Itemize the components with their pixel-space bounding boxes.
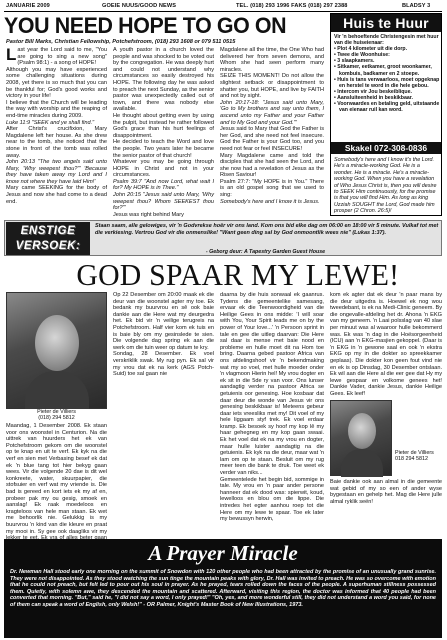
paragraph: ast year the Lord said to me, "You are going to sing a new song" (Psalm 98:1) - a song of HOPE! (17, 47, 107, 67)
article1-title: YOU NEED HOPE TO GO ON (4, 13, 287, 38)
article2-closing (330, 479, 442, 505)
house-rent-phone: Skakel 072-308-0836 (331, 142, 441, 154)
paragraph: Jesus said to Mary that God the Father is her God, and she need not feel insecure. God the Father is your God too, and you need not fear or feel INSECURE! (220, 126, 324, 152)
article1-column-1 (6, 47, 107, 205)
portrait-photo-2 (330, 400, 392, 476)
paragraph: Whatever you may be going through HOPE in Christ and not in your circumstances. (113, 159, 214, 179)
list-item: • Voorwaardes en betaling geld, uitstaande van eienaar ruil kan word. (334, 101, 440, 114)
paragraph: Sondag, 28 Desember. Ek voel verskriklik swak. My rug pyn. Ek sal vir my vrou dat ek na kerk (AGS Potch-Suid) toe sal gaan nie (113, 351, 214, 378)
paragraph: Gemeentelede het begin bid, sommige in tale. My vrou en 'n paar ander persone hanneer dat ek dood was: spierwit, koud, lewelloos en blou om die lippe. Die intredes het egter aanhou roep tot die Here om my lewe te spaar. Toe ek later my bewussyn herwin, (220, 476, 324, 523)
house-rent-title: Huis te Huur (331, 14, 441, 32)
list-item: • Plot 4 kilometer uit die dorp. (334, 46, 408, 53)
paragraph: kom ek agter dat ek deur 'n paar mans by die deur uitgedra is. Hoewel ek nog wou tweedebant, is ek na Medi-Clinic geneem. By die ongevalle-afdeling het dr. Ahona 'n EKG van my geneem. 'n Laai polsslag van 40 slae per minuut was al waaroor hulle bekommerd was. Ek was 'n dag in die Hoësorgeenheid (ICU) aan 'n EKG-masjien gekoppel. (Daar is 'n EKG in 'n gewone saal en ook 'n ekstra EKG op my in die dokter so spreekkamer geplaas). Die dokter kon geen fout vind nie en ek is op Dinsdag, 30 Desember ontslaan. Ek wil aan die Here al die eer gee dat Hy my lewe gespaar en volkome genees het! Dankie Vader, dankie Jesus, dankie Heilige Gees. Ek leef! (330, 292, 442, 397)
urgent-request-credit: - Geborg deur: A Tapestry Garden Guest House (205, 249, 326, 255)
paragraph: Op 22 Desember om 20:00 maak ek die deur van die woonstel agter my toe. Ek bedank my buurvrou en sê ook baie dankie aan die Here wat my deurgedra het. Ek bid vir 'n veilige terugreis na Potchefstroom. Half vier kom ek tuis en is baie bly om my gesinslede te sien. Die volgende dag spring ek aan die werk om die tuin weer op datum te kry. (113, 292, 214, 351)
house-rent-intro: Vir 'n behoeftende Christengesin met huur van die huiseienaar: (334, 34, 439, 47)
paragraph: Mary came SEEKING for the body of Jesus and now she had come to a dead end. (6, 185, 107, 205)
portrait-photo (6, 292, 107, 409)
paragraph: Maandag, 1 Desember 2008. Ek staan voor ons woonstel in Centurion. Na die uittrek van huurders het ek van Potchefstroom gekom om die woonstel op te knap en uit te verf. Ek kyk na die verf en sien met Verbasing besef ek dat ek 'n blue tang tot hier bekyg gaan wees. Vir die volgende 20 dae is dit wel konkreete, water, skuurpapier, die stofsuier en verf wat my vriende is. Die bad is gereed en kort iets ek my af en, probeer pak my ou gesig, smoek en aanslag! Ek raak moedeloos en kragteloos van hele man staan. Ek wet me behoorlik nie. Gelukkig is my buurvrou 'n kind van die kleure en praat my mooi in. Sy gee ook daagliks vir my (6, 423, 107, 535)
prayer-miracle-box (4, 539, 442, 638)
paragraph: John 20:13 "The two angels said unto Mary, 'Why weepest thou?'" 'Because they have taken away my Lord and I know not where they have laid Him!' (6, 159, 107, 185)
house-rent-ad (330, 13, 442, 216)
paragraph: SEIZE THIS MOMENT! Do not allow the slightest setback or disappointment to shatter you, but HOPE, and live by FAITH and not by sight. (220, 73, 324, 100)
urgent-request-text: Staan saam, alle gelowiges, vir 'n Godvrekse hoër vir ons land. Kom ons bid elke dag om 06:00 en 18:00 vir 5 minute. Vulkaf tot met die verkiesing. Vertrou God vir die onmenslike! "Want geen ding sal by God onmoontlik wees nie" (Lukas 1:37). (95, 223, 439, 236)
header-tel: TEL. (018) 293 1996 FAKS (018) 297 2388 (236, 3, 348, 9)
article2-column-2-top (113, 292, 214, 378)
list-item: • Sitkamer, eetkamer, groot woonkamer, kombuis, badkamer en 2 stoepe. (334, 64, 432, 77)
list-item: • Twee die Woonhuise: (334, 52, 390, 59)
paragraph: Mary Magdalene came and told the disciples that she had seen the Lord, and she now had a revelation of Jesus as the Risen Saviour! (220, 152, 324, 179)
paragraph: Psalm 39:7 "And now Lord, what wait I for? My HOPE is in Thee." (113, 178, 214, 192)
header-rule (4, 11, 442, 12)
house-rent-english-text: Somebody's here and I know it's the Lord. He's a miracle-working God. He is a wonder. He is a miracle. He's a miracle-working God. When you have a revelation of Who Jesus Christ is, then you will desire to SEEK Him continuously, for the promise is that you will find Him. As long as king Uzziah SOUGHT the Lord, God made him prosper (2 Chron. 26:5)! (334, 157, 437, 215)
paragraph: He thought about getting even by using the pulpit, but instead he rather followed God's grace than his hurt feelings of disappointment. (113, 112, 214, 139)
paragraph: He decided to teach the Word and love the people. Two years later he became the senior pastor of that church! (113, 139, 214, 159)
photo2-caption: Pieter de Villiers 018 294 5812 (395, 450, 434, 463)
drop-cap: L (6, 45, 17, 64)
header-page: BLADSY 3 (402, 3, 431, 9)
article1-column-2 (113, 47, 214, 218)
paragraph: Baie dankie ook aan almal in die gemeente wat gebid of my so een of ander wyse bygestaan en gehelp het. Mag die Here julle almal ryklik seën! (330, 479, 442, 505)
paragraph: I believe that the Church will be leading the way with worship and the reaping of end-time miracles during 2009. (6, 99, 107, 119)
face-shape (348, 413, 376, 449)
article1-byline: Pastor Bill Marks, Christian Fellowship, Potchefstroom, (018) 293 1608 or 079 511 0515 (6, 39, 236, 45)
shoulders-shape (341, 449, 383, 477)
article1-column-3 (220, 47, 324, 205)
urgent-request-logo: ENSTIGE VERSOEK: (6, 222, 90, 255)
photo1-caption: Pieter de Villiers (018) 294 5812 (37, 409, 76, 422)
urgent-request-banner (4, 220, 442, 256)
paragraph: Jesus was right behind Mary (113, 211, 184, 218)
paragraph: Although you may have experienced some challenging situations during 2008, yet there is so much that you can be thankful for; God's good works and victory in your life! (6, 66, 107, 100)
prayer-text: Dr. Newman Hall stood early one morning on the summit of Snowdon with 120 other people who had been attracted by the promise of an unusually grand sunrise. They were not disappointed. As they stood watching the sun tinge the mountain peaks with glory, Dr. Hall was invited to preach. He was so overcome with emotion that he could not preach, but felt led to pour out his soul in prayer. As he prayed, tears rolled down the faces of the people. A superhuman stillness possessed them. Quietly, with solemn awe, they descended the mountain and scattered. Afterward, visiting this region, the doctor was informed that 40 people had been converted that morning. "But," said he, "I did not say a word, I only prayed!" "Oh, yes, and more wonderful still, they did not understand a word you said, for none of them can speak a word of English, only Welsh!" - OR Palmer, Knight's Master Book of New Illustrations, 1973. (10, 569, 436, 608)
header-date: JANUARIE 2009 (6, 3, 50, 9)
paragraph: Magdalene all the time, the One Who had delivered her from seven demons, and Whom she had seen perform many miracles. (220, 47, 324, 73)
shoulders-shape (25, 371, 89, 409)
paragraph: Somebody's here and I know it is Jesus. (220, 198, 320, 205)
paragraph: A youth pastor in a church loved the people and was shocked to be voted out by the congregation. He was deeply hurt and could not understand why circumstances so easily destroyed his HOPE. The following day he was asked to preach the next Sunday, as the senior pastor was unexpectedly called out of town, and there was nobody else available. (113, 47, 214, 113)
paragraph: Luke 11:9 "SEEK and ye shall find." (6, 119, 95, 126)
article2-title: GOD SPAAR MY LEWE! (76, 257, 400, 292)
paragraph: daarna by die huis sonwaal ek gaanrus. Tydens die gemeentelike samesang, ervaar ek die Teenwoordigheid van die Heilige Gees in ons midde: 'I will soar with You, Your Spirit leads me on by the power of Your love...' 'n Persoon sprint in tale en gee die uitleg daarvan: Die Here sal daar is mense met baie nood en probleme en hulle moet dit na Hom toe bring. Daarna gebed pastoor Africa van ons afdelingshoof vir 'n bekendmaking wat my so voel, met hulle moeder onder 'n vlagmoon Hierin hel! My vrou dogter en ek sit in die 5de ry van voor. Ons lunser aandagtig verder na pastoor Africa se getuienis oor genesing. Hoe kosbaar dat daar deur die wonde van Jesus vir ons genesing beskikbaar is! Meteens gebeur daar iets vreesliks met my! Dit voel of my hele liggaam styf trek. Ek voel erdaar kramp. Ek besoek sy hoof my kop lê my haar gehegneg en my kop gaan swaai. Ek het voel dat ek na my vrou en dogter, maar hulle luister aandagtig na die getuienis. Ek kyk na die deur, maar wat 'n lam om op te staan. Besluit om my rug meer teen die bank te druk. Toe weet ek verder van niks... (220, 292, 324, 477)
list-item: • Intercom vir Jou beskeiblique. (334, 88, 412, 95)
paragraph: John 20:15 "Jesus said unto Mary, 'Why weepest thou? Whom SEEKEST thou for?'" (113, 192, 214, 212)
prayer-title: A Prayer Miracle (148, 541, 298, 565)
article2-column-4 (330, 292, 442, 398)
face-shape (35, 315, 79, 371)
list-item: • Aansluiteenheid in beskikbaar. (334, 94, 413, 101)
house-rent-body (334, 34, 440, 113)
article2-column-3 (220, 292, 324, 523)
list-item: • 3 slaapkamers. (334, 58, 375, 65)
list-item: • Huis is tans verwaarloos, moet opgeknap en herstel te word in die hele gebou. (334, 76, 440, 89)
header-paper: GOEIE NUUS/GOOD NEWS (102, 3, 177, 9)
paragraph: After Christ's crucifixion, Mary Magdalene left her house. As she drew near to the tomb, she noticed that the stone in front of the tomb was rolled away. (6, 126, 107, 159)
paragraph: Psalm 27:7: "My HOPE is in You." There is an old gospel song that we used to sing: (220, 178, 324, 199)
paragraph: John 20:17-18: "Jesus said unto Mary, 'Go to My brothers and say unto them, I ascend unto my Father and your Father and to My God and your God.'" (220, 99, 324, 126)
